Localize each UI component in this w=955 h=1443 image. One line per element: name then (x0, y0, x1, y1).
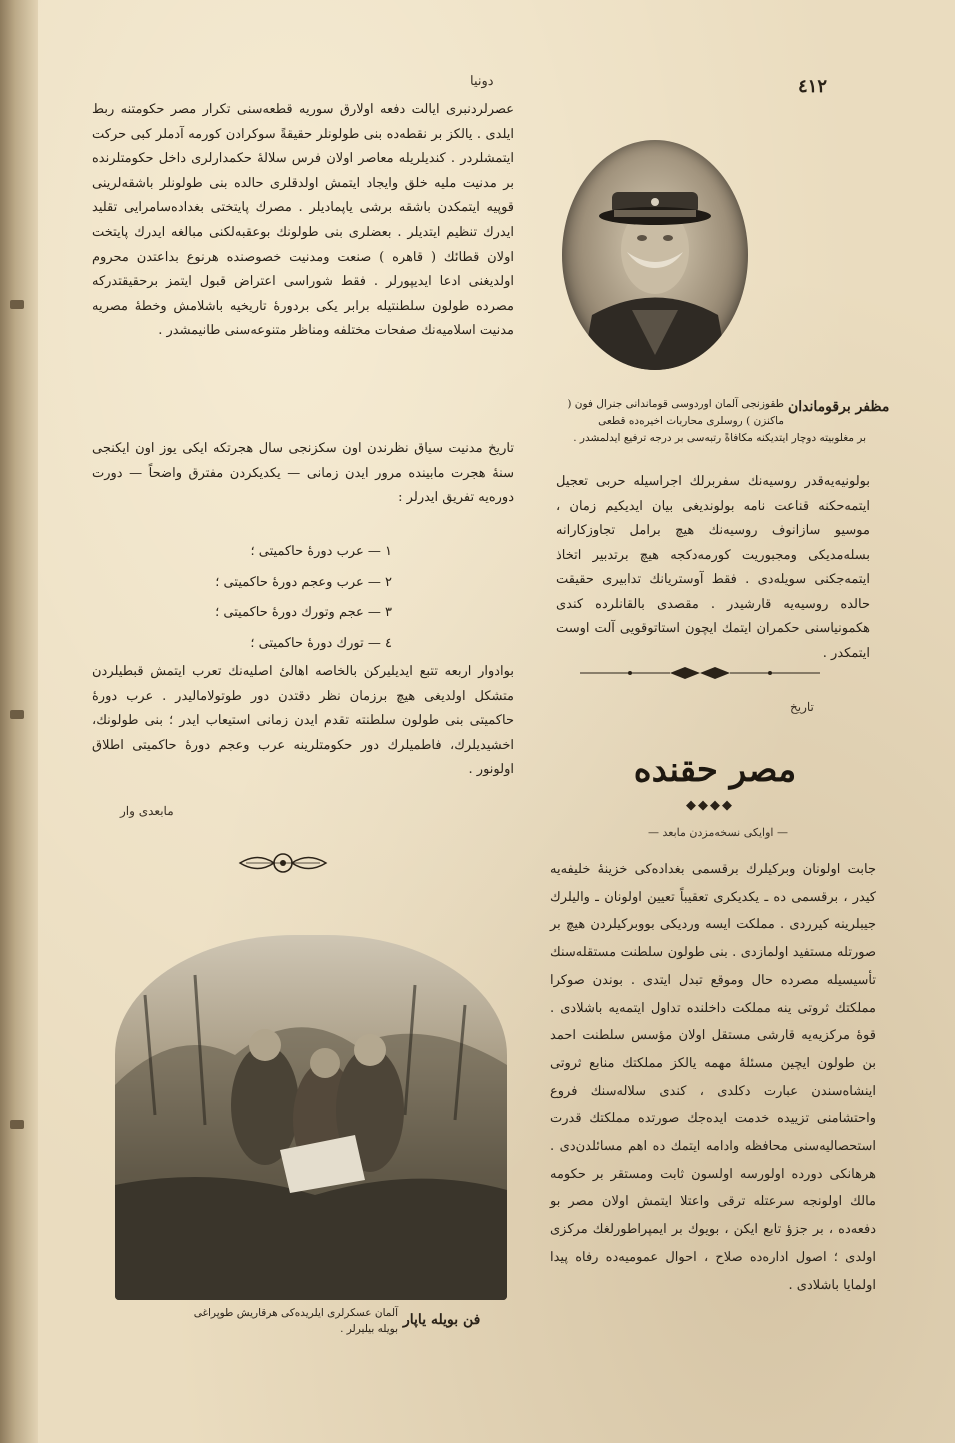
continued-note: مابعدی وار (120, 804, 174, 818)
soldiers-scene-icon (115, 935, 507, 1300)
ornament-divider-icon (570, 665, 830, 681)
list-item: ١ — عرب دورهٔ حاکمیتی ؛ (250, 544, 392, 559)
left-column-paragraph-1 (92, 98, 514, 344)
section-tag: تاریخ (790, 700, 814, 714)
photo-caption-text: آلمان عسکرلری ایلریده‌کی هرقاریش طوپراغی بویله بیلیرلر . (193, 1307, 398, 1335)
right-column-paragraph-2 (550, 856, 876, 1299)
portrait-caption-text: طقوزنجی آلمان اوردوسی قوماندانی جنرال فون ( ماکنزن ) روسلری محاربات اخیره‌ده قطعی (567, 398, 784, 427)
periods-list (92, 537, 512, 659)
paragraph-text: تاریخ مدنیت سیاق نظرندن اون سکزنجی سال هجرتکه ایکی یوز اون ایکنجی سنهٔ هجرت مابینده مرور ایدن زمانی — یکدیکردن مفترق واضحاً — دورت دوره‌یه تفریق ایدرلر : (92, 441, 514, 506)
right-column-paragraph-1 (556, 470, 870, 666)
page-number: ٤١٢ (798, 76, 828, 97)
list-item: ٢ — عرب وعجم دورهٔ حاکمیتی ؛ (215, 574, 392, 590)
spine-band (10, 1120, 24, 1129)
soldiers-photo (115, 935, 507, 1300)
spine-band (10, 710, 24, 719)
portrait-caption-text-2: بر مغلوبیته دوچار ایتدیکنه مکافاةً رتبه‌سی بر درجه ترفیع ایدلمشدر . (573, 432, 866, 444)
book-spine (0, 0, 38, 1443)
portrait-caption-title: مظفر برقوماندان (788, 399, 890, 415)
list-item: ٣ — عجم وتورك دورهٔ حاکمیتی ؛ (215, 605, 392, 620)
portrait-figure-icon (562, 140, 748, 370)
left-column-paragraph-2 (92, 437, 514, 511)
photo-caption-title: فن بویله یاپار (403, 1312, 481, 1328)
general-portrait-photo (562, 140, 748, 370)
list-item: ٤ — تورك دورهٔ حاکمیتی ؛ (250, 635, 392, 651)
journal-title: دونیا (470, 74, 494, 89)
article-subtitle: — اوایکی نسخه‌مزدن مابعد — (648, 826, 788, 839)
paragraph-text: جابت اولونان وبرکیلرك برقسمی بغداده‌کی خزینهٔ خلیفه‌یه کیدر ، برقسمی ده ـ یکدیکری تعقیباً تعیین اولونان ـ والیلرك جیبلرینه کیرردی . مملکت ایسه وردیکی بووبرکیلردن هیچ بر صورتله مستفید اولمازدی . بنی طولون سلطنت مستقله‌سنك تأسیسیله مصرده حال وموقع تبدل ایتدی . بوندن صوکرا مملکتك ثروتی ینه مملکت داخلنده تداول ایتمه‌یه باشلادی . قوهٔ مرکزیه‌یه قارشی مستقل اولان مؤسس سلطنت احمد بن طولون ایچین مسئلهٔ مهمه یالکز مملکتك منابع ثروتی اینشاه‌سندن عبارت دکلدی ، کندی سلاله‌سنك فروع واحتشامنی تزییده خدمت ایده‌جك صورتده مملکتك قدرت استحصالیه‌سنی محافظه وادامه ایتمك ده اهم مسائلدن‌دی . هرهانکی دورده اولورسه اولسون ثابت ومستقر بر حکومه مالك اولونجه سرعتله ترقی واعتلا ایتمش اولان مصر بو دفعه‌ده ، بر جزؤ تابع ایکن ، بویوك بر ایمپراطورلغك مرکزی اولدی ؛ اصول اداره‌ده صلاح ، احوال عمومیه‌ده رفاه پیدا اولمایا باشلادی . (550, 862, 876, 1293)
left-column-paragraph-3 (92, 660, 514, 783)
paragraph-text: بولونیه‌یه‌قدر روسیه‌نك سفربرلك اجراسیله حربی تعجیل ایتمه‌حکنه قناعت نامه بولوندیغی بیان ایدیکیم زمان ، موسیو سازانوف روسیه‌نك هیچ برامل تجاوزکارانه بسله‌مدیکی ومجبوریت کورمه‌دکجه هیچ برتدبیر اتخاذ ایتمه‌جکنی سویله‌دی . فقط آوستریانك تدابیری حقیقت حالده روسیه‌یه قارشیدر . مقصدی بالقانلرده کندی هکمونیاسنی حکمران ایتمك ایچون استاتوقویی آلت اوست ایتمکدر . (556, 474, 870, 661)
ornament-divider-icon (238, 848, 328, 878)
paragraph-text: بوادوار اربعه تتبع ایدیلیرکن بالخاصه اهالیٔ اصلیه‌نك تعرب ایتمش قبطیلردن متشکل اولدیغی هیچ برزمان نظر دقتدن دور طوتولامالیدر . عرب دورهٔ حاکمیتی بنی طولون سلطنته تقدم ایدن زمانی استیعاب ایدر ؛ بنی طولونك، اخشیدیلرك، فاطمیلرك دور حکومتلرینه عرب وعجم دورهٔ حاکمیتی اطلاق اولونور . (92, 664, 514, 778)
title-ornament: ◆◆◆◆ (686, 798, 734, 813)
spine-band (10, 300, 24, 309)
article-title: مصر حقنده (633, 750, 797, 790)
paragraph-text: عصرلردنبری ایالت دفعه اولارق سوریه قطعه‌سنی تکرار مصر حکومتنه ربط ایلدی . یالکز بر نقطه‌ده بنی طولونلر حقیقةً سوکرادن کورمه آدملر کبی حرکت ایتمشلردر . کندیلریله معاصر اولان فرس سلاله‌ٔ حکمدارلری داخل حکومتلرنده بر مدنیت ملیه خلق وایجاد ایتمش اولدقلری حالده بنی طولونلر باشقه‌لرینی قوپیه ایتمکدن باشقه برشی یاپمادیلر . مصرك پایتختی بغداده‌سامرایی تقلید ایدرك تنظیم ایتدیلر . بعضلری بنی طولونك بوعقبه‌لکنی مبالغه ایدرك پایتخت اولان قطائك ( قاهره ) صنعت ومدنیت خصوصنده هرنوع بداعتدن محروم اولدیغنی ادعا ایدیپورلر . فقط شوراسی اعتراض قبول ایتمز برحقیقتدرکه مصرده طولون سلطنتیله برابر یکی بردورهٔ تاریخیه باشلامش وخطه‌ٔ مصریه مدنیت اسلامیه‌نك صفحات مختلفه ومناظر متنوعه‌سنی طانیمشدر . (92, 102, 514, 339)
